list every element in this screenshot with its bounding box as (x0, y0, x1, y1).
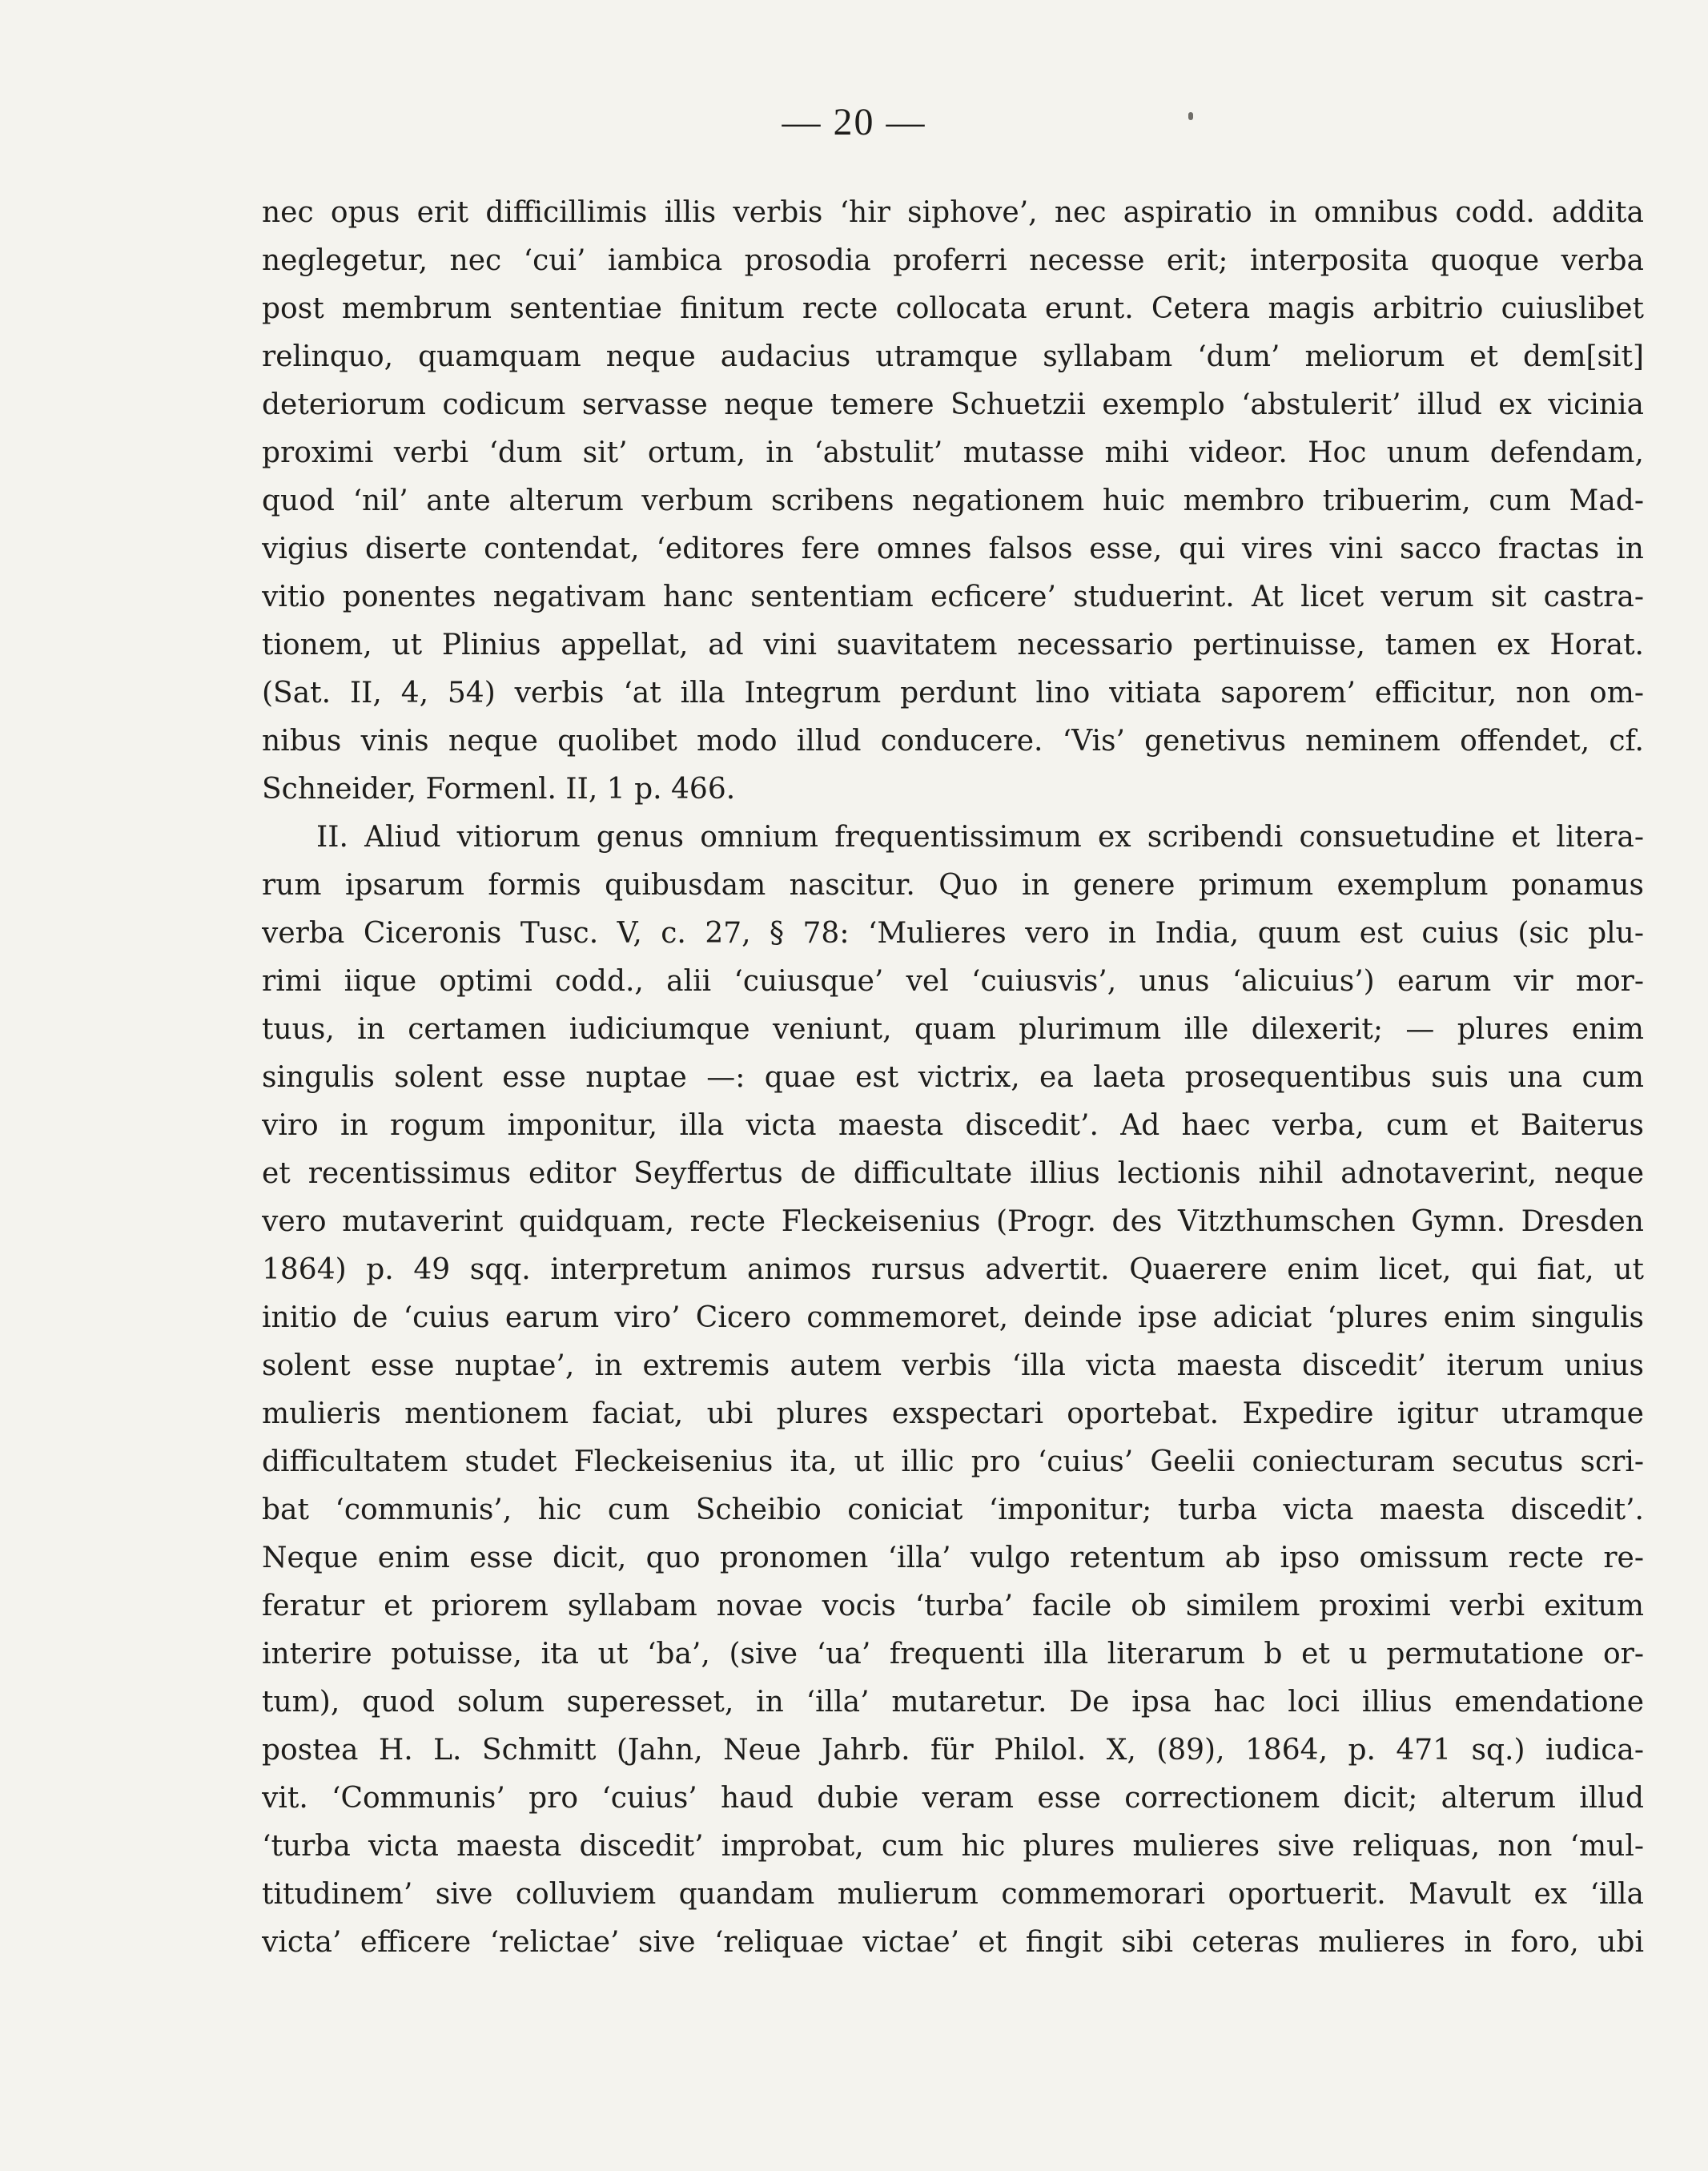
text-line: vitio ponentes negativam hanc sententiam ecficere’ studuerint. At licet verum sit castra- (262, 581, 1644, 613)
body-text (262, 189, 1644, 1967)
text-line: tionem, ut Plinius appellat, ad vini suavitatem necessario pertinuisse, tamen ex Horat. (262, 629, 1644, 661)
text-line: tuus, in certamen iudiciumque veniunt, quam plurimum ille dilexerit; — plures enim (262, 1013, 1644, 1046)
text-line: tum), quod solum superesset, in ‘illa’ mutaretur. De ipsa hac loci illius emendatione (262, 1686, 1644, 1719)
text-line: nec opus erit difficillimis illis verbis ‘hir siphove’, nec aspiratio in omnibus codd. addita (262, 196, 1644, 229)
text-line: nibus vinis neque quolibet modo illud conducere. ‘Vis’ genetivus neminem offendet, cf. (262, 725, 1644, 758)
text-line: relinquo, quamquam neque audacius utramque syllabam ‘dum’ meliorum et dem[sit] (262, 340, 1644, 373)
text-line: proximi verbi ‘dum sit’ ortum, in ‘abstulit’ mutasse mihi videor. Hoc unum defendam, (262, 436, 1644, 469)
text-line: Neque enim esse dicit, quo pronomen ‘illa’ vulgo retentum ab ipso omissum recte re- (262, 1542, 1644, 1574)
text-line: difficultatem studet Fleckeisenius ita, ut illic pro ‘cuius’ Geelii coniecturam secutus scri- (262, 1445, 1644, 1478)
text-line: bat ‘communis’, hic cum Scheibio coniciat ‘imponitur; turba victa maesta discedit’. (262, 1494, 1644, 1526)
text-line: II. Aliud vitiorum genus omnium frequentissimum ex scribendi consuetudine et litera- (316, 821, 1644, 854)
text-line: mulieris mentionem faciat, ubi plures exspectari oportebat. Expedire igitur utramque (262, 1397, 1644, 1430)
text-line: Schneider, Formenl. II, 1 p. 466. (262, 773, 736, 806)
page-number: — 20 — (782, 101, 926, 143)
text-line: neglegetur, nec ‘cui’ iambica prosodia proferri necesse erit; interposita quoque verba (262, 244, 1644, 277)
text-line: rimi iique optimi codd., alii ‘cuiusque’ vel ‘cuiusvis’, unus ‘alicuius’) earum vir mor- (262, 965, 1644, 998)
text-line: vero mutaverint quidquam, recte Fleckeisenius (Progr. des Vitzthumschen Gymn. Dresden (262, 1205, 1644, 1238)
text-line: verba Ciceronis Tusc. V, c. 27, § 78: ‘Mulieres vero in India, quum est cuius (sic plu- (262, 917, 1644, 950)
text-line: interire potuisse, ita ut ‘ba’, (sive ‘ua’ frequenti illa literarum b et u permutatione or- (262, 1638, 1644, 1670)
text-line: deteriorum codicum servasse neque temere Schuetzii exemplo ‘abstulerit’ illud ex vicinia (262, 388, 1644, 421)
text-line: feratur et priorem syllabam novae vocis ‘turba’ facile ob similem proximi verbi exitum (262, 1590, 1644, 1622)
text-line: post membrum sententiae finitum recte collocata erunt. Cetera magis arbitrio cuiuslibet (262, 292, 1644, 325)
text-line: quod ‘nil’ ante alterum verbum scribens negationem huic membro tribuerim, cum Mad- (262, 484, 1644, 517)
text-line: victa’ efficere ‘relictae’ sive ‘reliquae victae’ et fingit sibi ceteras mulieres in foro, ubi (262, 1926, 1644, 1959)
text-line: viro in rogum imponitur, illa victa maesta discedit’. Ad haec verba, cum et Baiterus (262, 1109, 1644, 1142)
text-line: titudinem’ sive colluviem quandam mulierum commemorari oportuerit. Mavult ex ‘illa (262, 1878, 1644, 1911)
text-line: rum ipsarum formis quibusdam nascitur. Quo in genere primum exemplum ponamus (262, 869, 1644, 902)
text-line: ‘turba victa maesta discedit’ improbat, cum hic plures mulieres sive reliquas, non ‘mul- (262, 1830, 1644, 1863)
text-line: vit. ‘Communis’ pro ‘cuius’ haud dubie veram esse correctionem dicit; alterum illud (262, 1782, 1644, 1815)
text-line: vigius diserte contendat, ‘editores fere omnes falsos esse, qui vires vini sacco fractas in (262, 533, 1644, 565)
text-line: singulis solent esse nuptae —: quae est victrix, ea laeta prosequentibus suis una cum (262, 1061, 1644, 1094)
text-line: (Sat. II, 4, 54) verbis ‘at illa Integrum perdunt lino vitiata saporem’ efficitur, non om- (262, 677, 1644, 710)
text-line: initio de ‘cuius earum viro’ Cicero commemoret, deinde ipse adiciat ‘plures enim singulis (262, 1301, 1644, 1334)
text-line: postea H. L. Schmitt (Jahn, Neue Jahrb. für Philol. X, (89), 1864, p. 471 sq.) iudica- (262, 1734, 1644, 1767)
text-line: et recentissimus editor Seyffertus de difficultate illius lectionis nihil adnotaverint, neque (262, 1157, 1644, 1190)
text-line: solent esse nuptae’, in extremis autem verbis ‘illa victa maesta discedit’ iterum unius (262, 1349, 1644, 1382)
text-line: 1864) p. 49 sqq. interpretum animos rursus advertit. Quaerere enim licet, qui fiat, ut (262, 1253, 1644, 1286)
